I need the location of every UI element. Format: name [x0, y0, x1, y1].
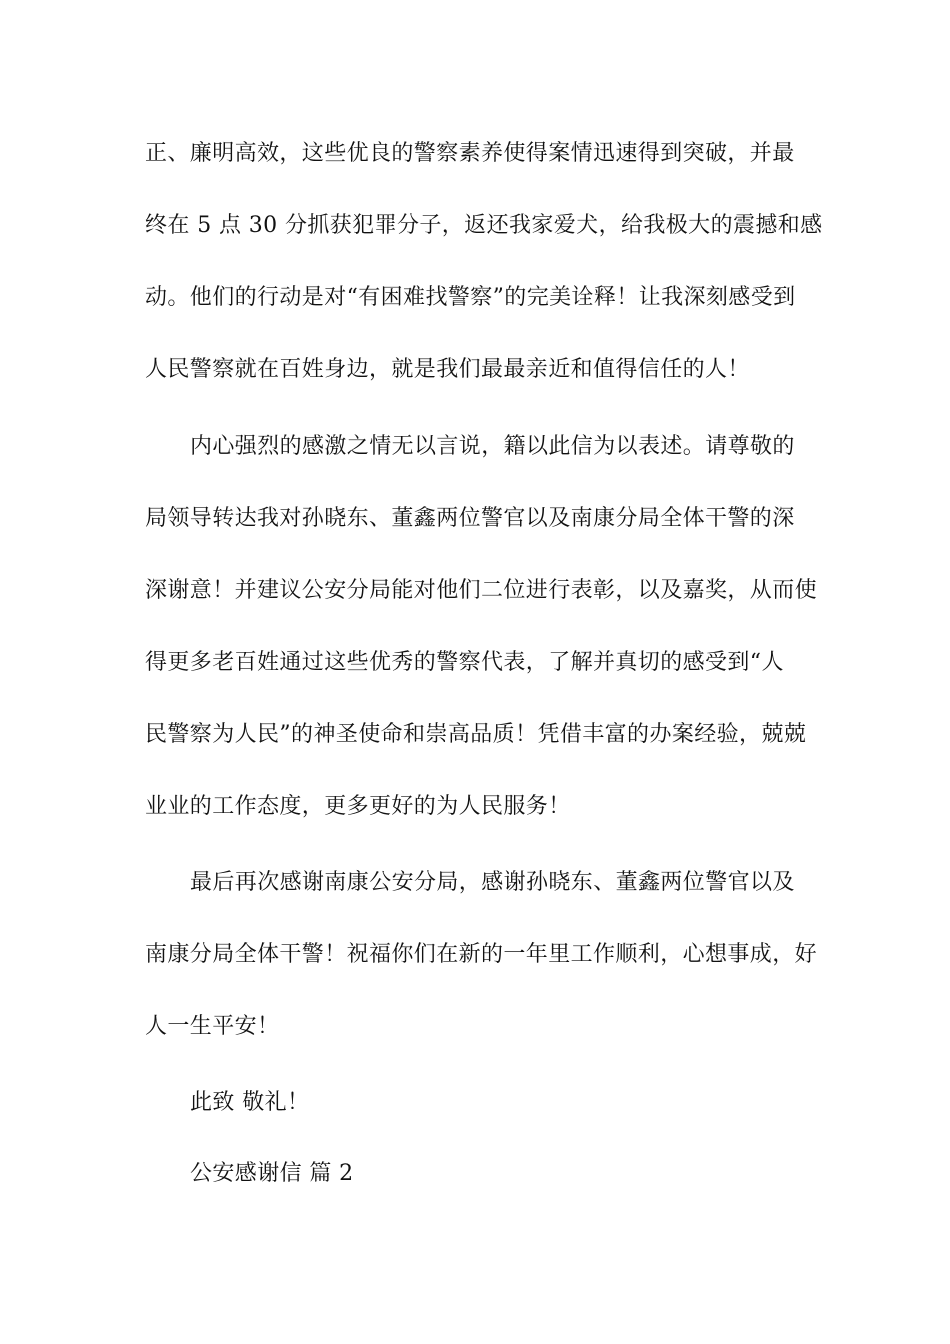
paragraph-line: 人一生平安！ — [145, 1014, 280, 1039]
paragraph-line: 业业的工作态度，更多更好的为人民服务！ — [145, 794, 571, 819]
paragraph-line: 深谢意！并建议公安分局能对他们二位进行表彰，以及嘉奖，从而使 — [145, 578, 818, 603]
paragraph-line: 得更多老百姓通过这些优秀的警察代表，了解并真切的感受到“人 — [145, 650, 784, 675]
paragraph-line: 最后再次感谢南康公安分局，感谢孙晓东、董鑫两位警官以及 — [190, 870, 795, 895]
closing-salutation: 此致 敬礼！ — [190, 1090, 310, 1115]
paragraph-line: 南康分局全体干警！祝福你们在新的一年里工作顺利，心想事成，好 — [145, 942, 818, 967]
paragraph-line: 民警察为人民”的神圣使命和崇高品质！凭借丰富的办案经验，兢兢 — [145, 722, 807, 747]
paragraph-line: 动。他们的行动是对“有困难找警察”的完美诠释！让我深刻感受到 — [145, 285, 796, 310]
paragraph-line: 正、廉明高效，这些优良的警察素养使得案情迅速得到突破，并最 — [145, 141, 795, 166]
paragraph-line: 内心强烈的感激之情无以言说，籍以此信为以表述。请尊敬的 — [190, 434, 795, 459]
paragraph-line: 终在 5 点 30 分抓获犯罪分子，返还我家爱犬，给我极大的震撼和感 — [145, 213, 823, 238]
section-heading: 公安感谢信 篇 2 — [190, 1161, 354, 1186]
paragraph-line: 局领导转达我对孙晓东、董鑫两位警官以及南康分局全体干警的深 — [145, 506, 795, 531]
paragraph-line: 人民警察就在百姓身边，就是我们最最亲近和值得信任的人！ — [145, 357, 750, 382]
